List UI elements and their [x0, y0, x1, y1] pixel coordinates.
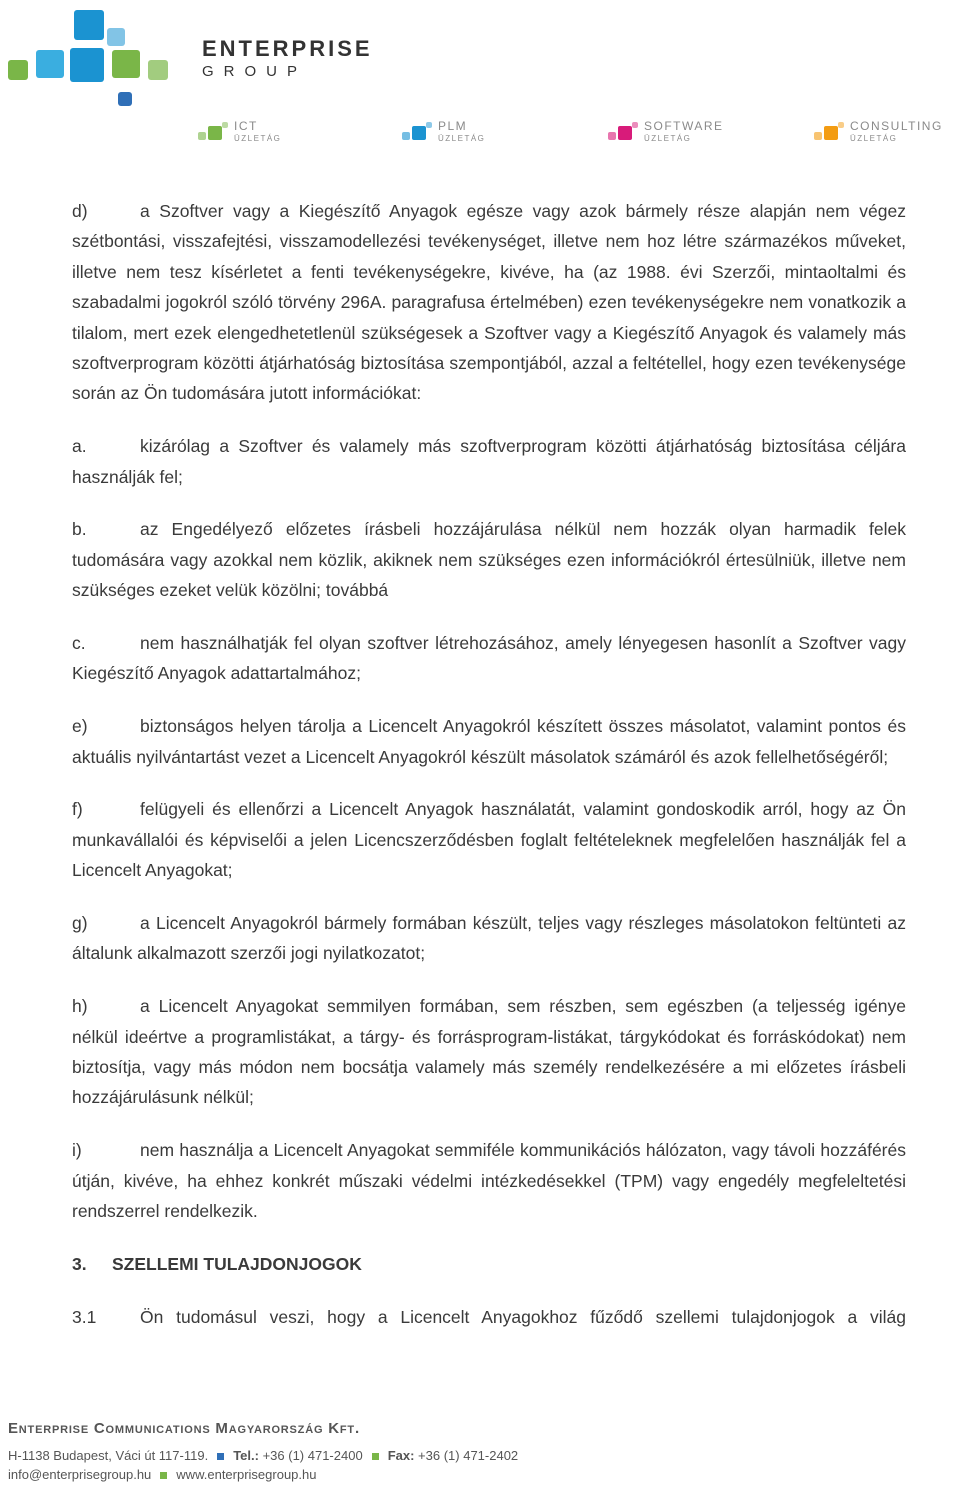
business-units [0, 118, 960, 148]
unit-subtitle: ÜZLETÁG [438, 134, 486, 143]
footer-contact-line [8, 1446, 953, 1465]
unit-subtitle: ÜZLETÁG [850, 134, 898, 143]
clause-text: nem használhatják fel olyan szoftver létrehozásához, amely lényegesen hasonlít a Szoftver vagy Kiegészítő Anyagok adattartalmához; [72, 633, 906, 684]
section-heading [72, 1249, 906, 1279]
clause-label: b. [72, 519, 87, 540]
brand-name [202, 38, 373, 80]
section-title: SZELLEMI TULAJDONJOGOK [112, 1253, 362, 1274]
clause-c [72, 628, 906, 689]
clause-label: h) [72, 996, 88, 1017]
unit-name: PLM [438, 119, 468, 133]
clause-text: a Szoftver vagy a Kiegészítő Anyagok egésze vagy azok bármely része alapján nem végez szétbontási, visszafejtési, visszamodellezési tevékenységet, illetve nem hoz létre származékos műveket, illetve nem tesz kísérletet a fenti tevékenységekre, kivéve, ha (az 1988. évi Szerzői, mintaoltalmi és szabadalmi jogokról szóló törvény 296A. paragrafusa értelmében) ezen tevékenységekre nem vonatkozik a tilalom, mert ezek elengedhetetlenül szükségesek a Szoftver vagy a Kiegészítő Anyagok és valamely más szoftverprogram közötti átjárhatóság biztosítása szempontjából, azzal a feltétellel, hogy ezen tevékenysége során az Ön tudomására jutott információkat: [72, 201, 906, 404]
clause-label: d) [72, 201, 88, 221]
ict-icon [198, 122, 228, 142]
clause-text: nem használja a Licencelt Anyagokat semmiféle kommunikációs hálózaton, vagy távoli hozzáférés útján, kivéve, ha ehhez konkrét műszaki védelmi intézkedésekkel (TPM) vagy engedély megfeleltetési rendszerrel rendelkezik. [72, 1140, 906, 1222]
footer-tel: +36 (1) 471-2400 [262, 1448, 363, 1463]
unit-name: ICT [234, 119, 258, 133]
clause-e [72, 711, 906, 772]
logo-square [70, 48, 104, 82]
logo-square [36, 50, 64, 78]
clause-text: kizárólag a Szoftver és valamely más szoftverprogram közötti átjárhatóság biztosítása céljára használják fel; [72, 436, 906, 487]
footer-tel-label: Tel.: [233, 1448, 259, 1463]
logo-square [74, 10, 104, 40]
clause-label: c. [72, 633, 86, 654]
enterprise-group-logo [0, 0, 190, 115]
footer-address: H-1138 Budapest, Váci út 117-119. [8, 1448, 209, 1463]
clause-text: a Licencelt Anyagokat semmilyen formában, sem részben, sem egészben (a teljesség igénye nélkül ideértve a programlistákat, a tárgy- és forrásprogram-listákat, tárgykódokat és forráskódokat) nem biztosítja, vagy más módon nem bocsátja valamely más személy rendelkezésére a mi előzetes írásbeli hozzájárulásunk nélkül; [72, 996, 906, 1108]
separator-square-icon [372, 1453, 379, 1460]
separator-square-icon [217, 1453, 224, 1460]
software-icon [608, 122, 638, 142]
clause-text: az Engedélyező előzetes írásbeli hozzájárulása nélkül nem hozzák olyan harmadik felek tudomására vagy azokkal nem közlik, akiknek nem szükséges ezen információkról értesülniük, illetve nem szükséges ezeket velük közölni; továbbá [72, 519, 906, 601]
logo-square [112, 50, 140, 78]
clause-text: biztonságos helyen tárolja a Licencelt Anyagokról készített összes másolatot, valamint pontos és aktuális nyilvántartást vezet a Licencelt Anyagokról készült másolatok számáról és azok fellelhetőségéről; [72, 716, 906, 767]
clause-label: a. [72, 436, 87, 457]
unit-name: SOFTWARE [644, 119, 724, 133]
clause-label: e) [72, 716, 88, 737]
document-body [72, 196, 906, 1332]
clause-label: 3.1 [72, 1306, 97, 1327]
footer-email[interactable]: info@enterprisegroup.hu [8, 1467, 152, 1482]
page-footer [8, 1420, 953, 1484]
clause-label: i) [72, 1140, 82, 1161]
logo-square [8, 60, 28, 80]
clause-text: felügyeli és ellenőrzi a Licencelt Anyagok használatát, valamint gondoskodik arról, hogy az Ön munkavállalói és képviselői a jelen Licencszerződésben foglalt feltételeknek megfelelően használják fel a Licencelt Anyagokat; [72, 799, 906, 881]
logo-square [118, 92, 132, 106]
clause-i [72, 1135, 906, 1226]
separator-square-icon [160, 1472, 167, 1479]
footer-fax-label: Fax: [387, 1448, 415, 1463]
brand-title: ENTERPRISE [202, 36, 373, 61]
clause-label: g) [72, 913, 88, 934]
clause-h [72, 991, 906, 1113]
clause-b [72, 514, 906, 605]
section-number: 3. [72, 1253, 87, 1274]
unit-name: CONSULTING [850, 119, 943, 133]
logo-square [107, 28, 125, 46]
footer-fax: +36 (1) 471-2402 [418, 1448, 519, 1463]
clause-d [72, 196, 906, 409]
unit-subtitle: ÜZLETÁG [234, 134, 282, 143]
footer-web-line [8, 1465, 953, 1484]
clause-label: f) [72, 799, 83, 820]
clause-f [72, 794, 906, 885]
clause-3-1 [72, 1302, 906, 1332]
clause-text: a Licencelt Anyagokról bármely formában készült, teljes vagy részleges másolatokon feltünteti az általunk alkalmazott szerzői jogi nyilatkozatot; [72, 913, 906, 964]
logo-square [148, 60, 168, 80]
unit-subtitle: ÜZLETÁG [644, 134, 692, 143]
footer-website[interactable]: www.enterprisegroup.hu [176, 1467, 317, 1482]
consulting-icon [814, 122, 844, 142]
footer-company: Enterprise Communications Magyarország Kft. [8, 1420, 360, 1437]
plm-icon [402, 122, 432, 142]
brand-subtitle: GROUP [202, 63, 308, 80]
clause-a [72, 431, 906, 492]
clause-g [72, 908, 906, 969]
clause-text: Ön tudomásul veszi, hogy a Licencelt Anyagokhoz fűződő szellemi tulajdonjogok a világ [140, 1306, 906, 1327]
